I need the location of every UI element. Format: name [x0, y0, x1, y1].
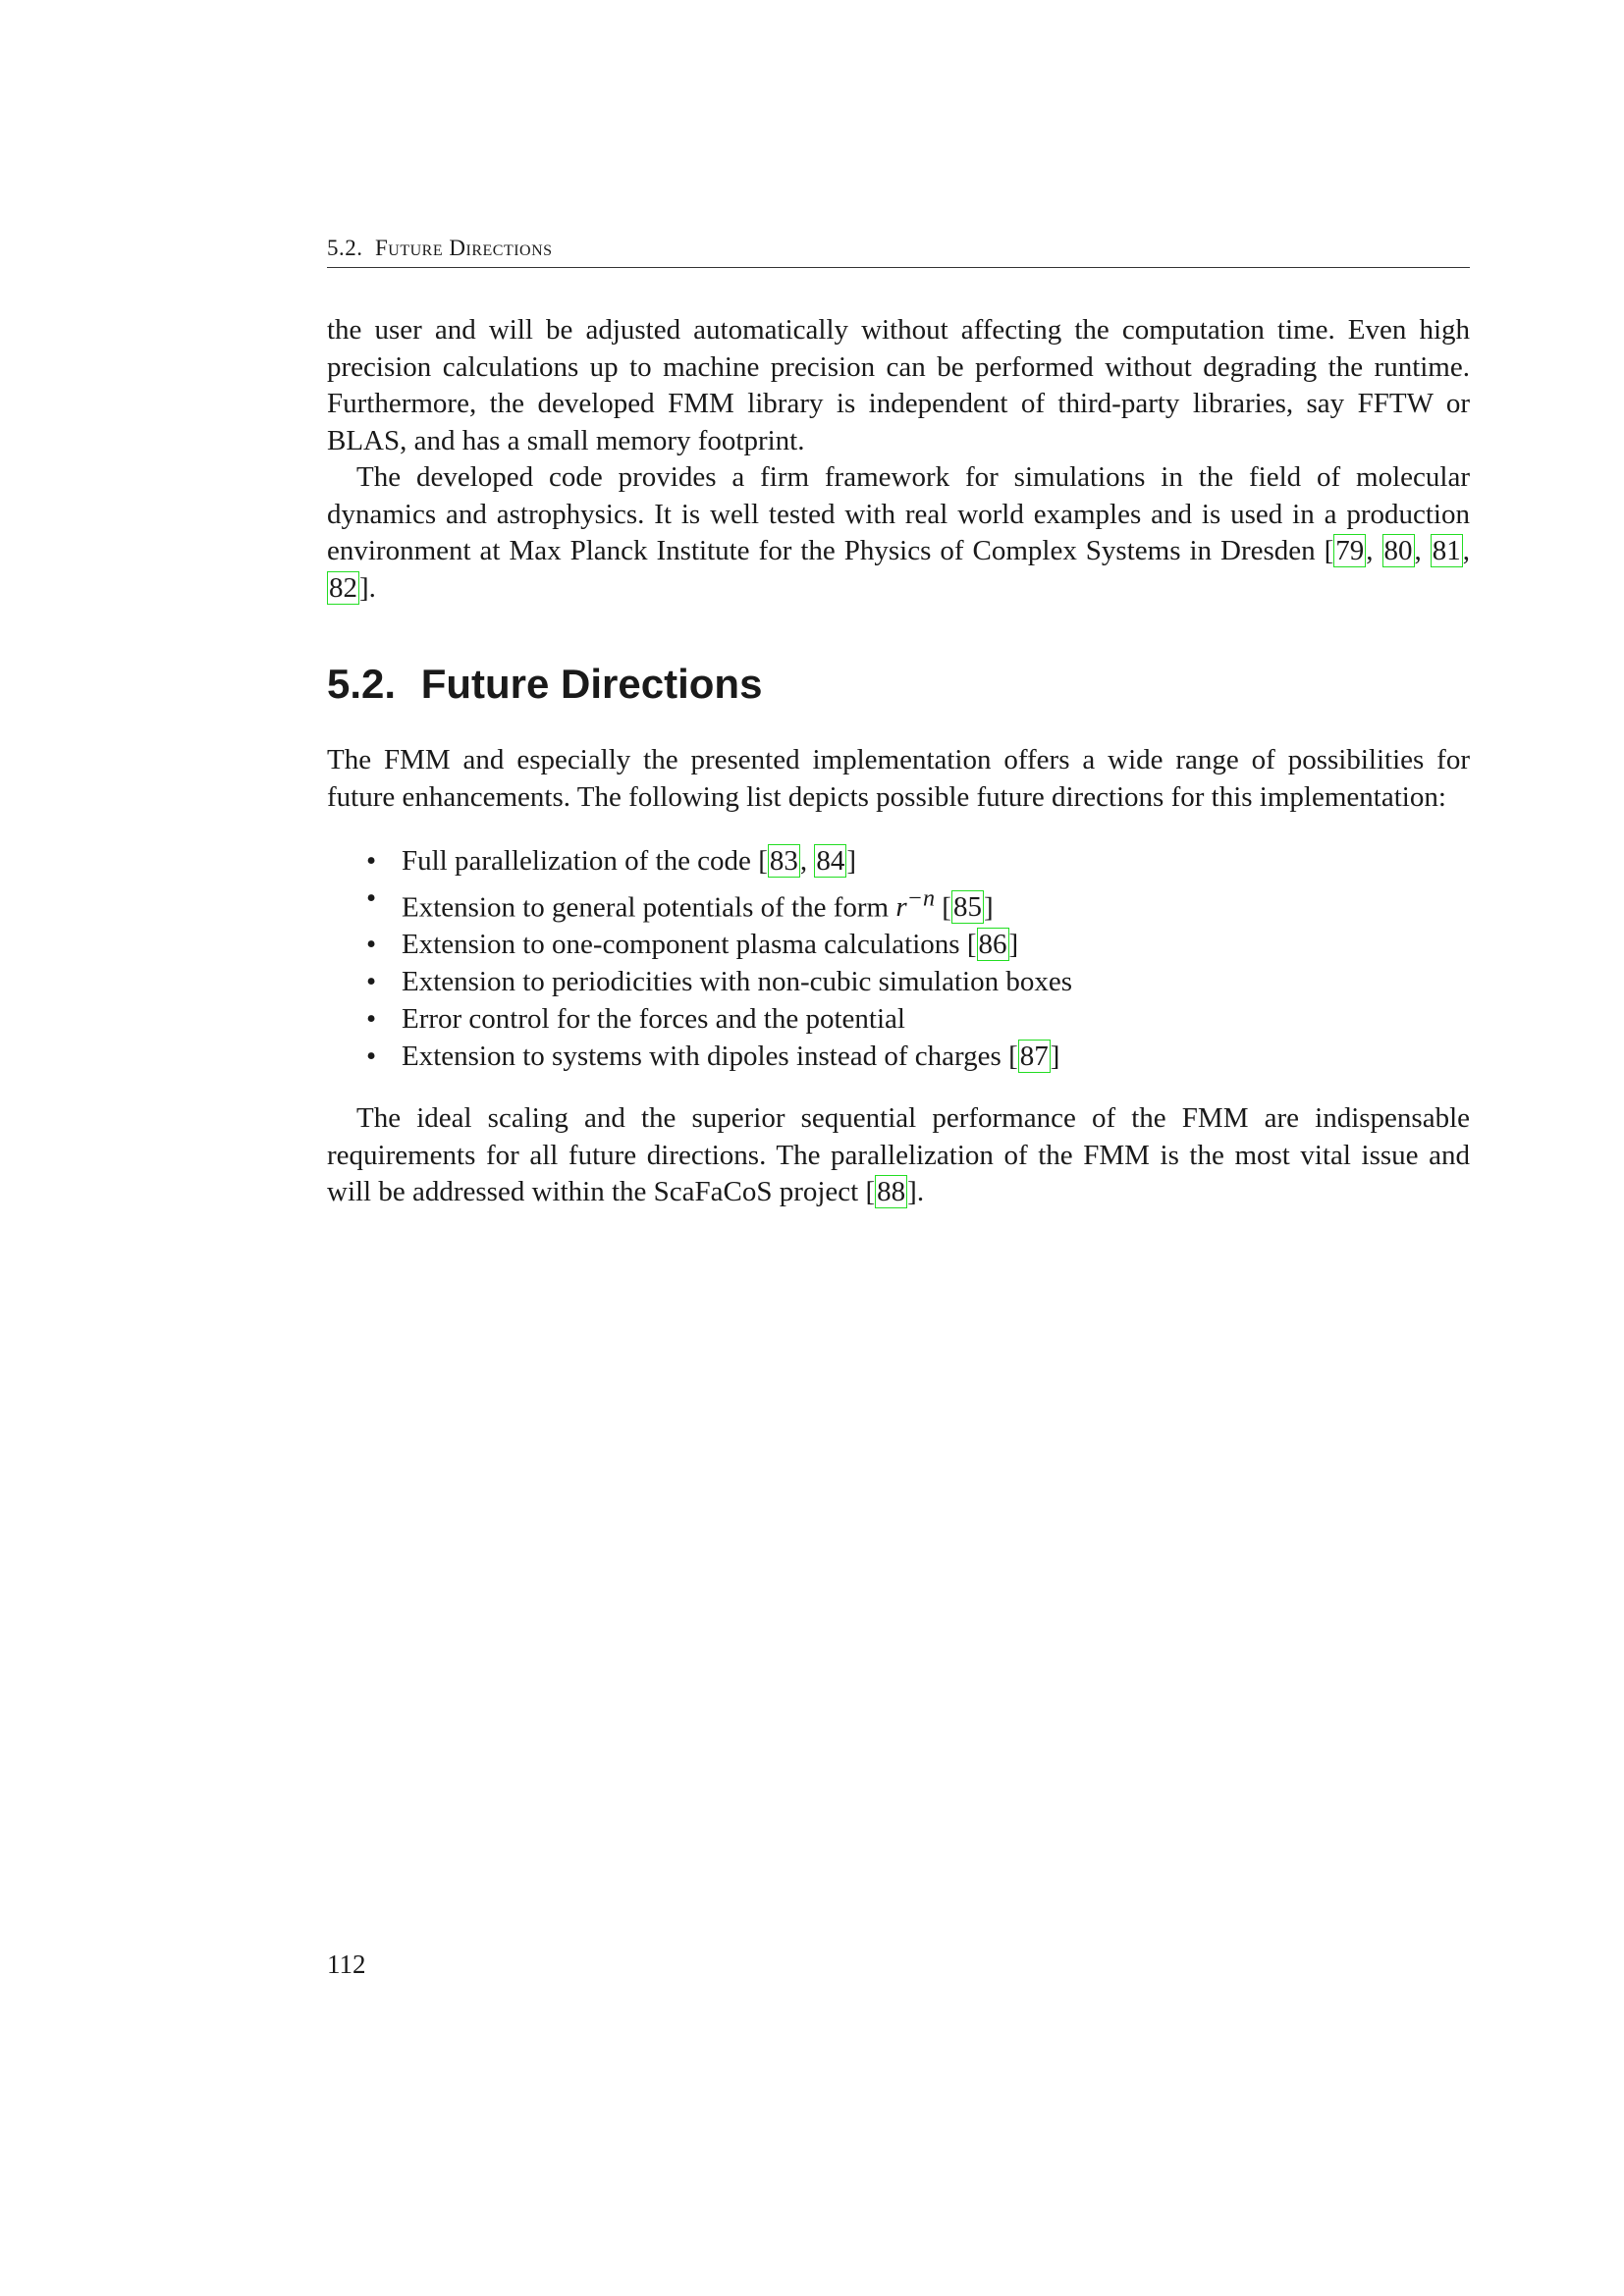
list-item: • Extension to one-component plasma calculations [86]	[352, 927, 1470, 964]
list-item: • Full parallelization of the code [83, 84]	[352, 843, 1470, 881]
bullet-icon: •	[366, 845, 377, 877]
header-section-number: 5.2.	[327, 236, 363, 260]
citation-link[interactable]: 79	[1335, 535, 1365, 566]
bullet-icon: •	[366, 1002, 377, 1035]
section-heading	[327, 660, 1470, 709]
section-intro-paragraph: The FMM and especially the presented implementation offers a wide range of possibilities for future enhancements. The following list depicts possible future directions for this implementation:	[327, 744, 1470, 813]
citation-link[interactable]: 80	[1383, 535, 1413, 566]
page-content	[327, 236, 1470, 1211]
citation-link[interactable]: 88	[877, 1176, 906, 1208]
list-item: • Extension to periodicities with non-cubic simulation boxes	[352, 964, 1470, 1001]
list-item: • Error control for the forces and the potential	[352, 1001, 1470, 1039]
future-directions-list	[327, 843, 1470, 1075]
list-item: • Extension to systems with dipoles instead of charges [87]	[352, 1039, 1470, 1076]
page-number: 112	[327, 1949, 366, 1979]
citation-link[interactable]: 82	[329, 571, 357, 604]
citation-link[interactable]: 84	[816, 845, 845, 877]
math-expression: $r^{-n}$	[895, 884, 936, 924]
citation-link[interactable]: 86	[978, 929, 1007, 961]
framework-paragraph: The developed code provides a firm framework for simulations in the field of molecular dynamics and astrophysics. It is well tested with real world examples and is used in a production environment at Max Planck Institute for the Physics of Complex Systems in Dresden [79, 80, 81, 82].	[327, 461, 1471, 604]
bullet-icon: •	[366, 966, 377, 998]
citation-link[interactable]: 83	[769, 845, 798, 877]
bullet-icon: •	[366, 1040, 377, 1072]
list-item: • Extension to general potentials of the form $r^{-n}$ [85]	[366, 881, 994, 924]
intro-paragraph: the user and will be adjusted automatically without affecting the computation time. Even high precision calculations up to machine precision can be performed without degrading the runtime. Furthermore, the developed FMM library is independent of third-party libraries, say FFTW or BLAS, and has a small memory footprint.	[327, 314, 1470, 456]
section-title: Future Directions	[420, 661, 763, 707]
running-header: 5.2. Future Directions	[327, 236, 1470, 268]
bullet-icon: •	[366, 929, 377, 961]
section-number: 5.2.	[327, 661, 397, 707]
bullet-icon: •	[366, 881, 377, 914]
closing-paragraph: The ideal scaling and the superior sequential performance of the FMM are indispensable requirements for all future directions. The parallelization of the FMM is the most vital issue and will be addressed within the ScaFaCoS project [88].	[327, 1102, 1470, 1208]
citation-link[interactable]: 85	[952, 891, 982, 924]
citation-link[interactable]: 87	[1019, 1040, 1049, 1072]
citation-link[interactable]: 81	[1432, 535, 1461, 566]
